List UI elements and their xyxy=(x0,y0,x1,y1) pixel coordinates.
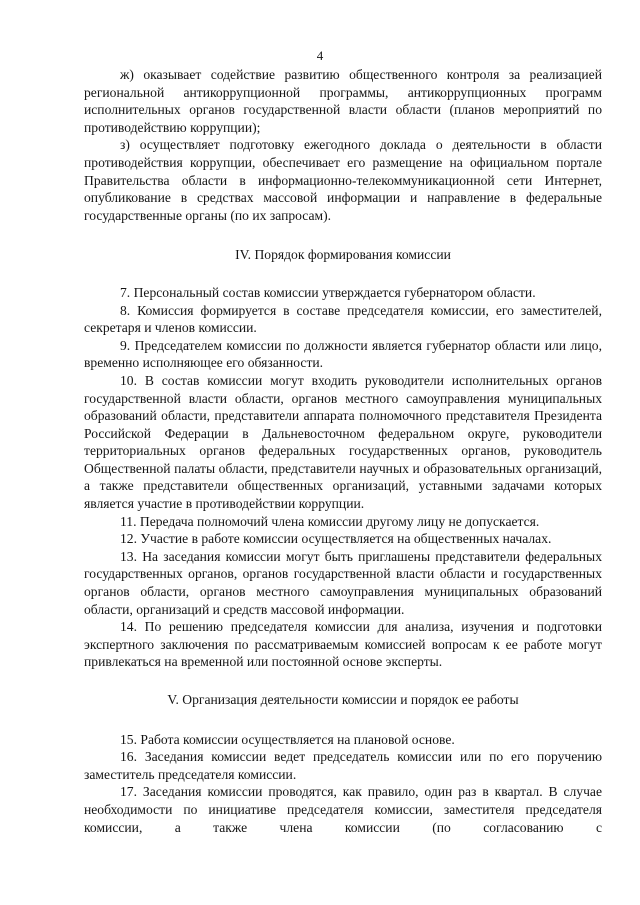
paragraph-14: 14. По решению председателя комиссии для анализа, изучения и подготовки экспертного заключения по рассматриваемым комиссией вопросам к ее работе могут привлекаться на временной или постоянной основе эксперты. xyxy=(84,619,602,670)
paragraph-15: 15. Работа комиссии осуществляется на плановой основе. xyxy=(120,731,455,747)
paragraph-zh: ж) оказывает содействие развитию общественного контроля за реализацией региональной антикоррупционной программы, антикоррупционных программ исполнительных органов государственной власти области (планов мероприятий по противодействию коррупции); xyxy=(84,67,602,135)
paragraph-7: 7. Персональный состав комиссии утверждается губернатором области. xyxy=(120,284,536,300)
paragraph-13: 13. На заседания комиссии могут быть приглашены представители федеральных государственных органов, органов государственной власти области и государственных органов области, органов местного самоуправления муниципальных образований области, организаций и средств массовой информации. xyxy=(84,548,602,617)
paragraph-17: 17. Заседания комиссии проводятся, как правило, один раз в квартал. В случае необходимости по инициативе председателя комиссии, заместителя председателя комиссии, а также члена комиссии (по согласованию с xyxy=(84,784,602,835)
paragraph-11: 11. Передача полномочий члена комиссии другому лицу не допускается. xyxy=(120,513,540,529)
document-body xyxy=(84,66,602,836)
paragraph-12: 12. Участие в работе комиссии осуществляется на общественных началах. xyxy=(120,531,552,547)
section-4-heading: IV. Порядок формирования комиссии xyxy=(235,247,451,263)
paragraph-8: 8. Комиссия формируется в составе председателя комиссии, его заместителей, секретаря и членов комиссии. xyxy=(84,302,602,336)
paragraph-16: 16. Заседания комиссии ведет председатель комиссии или по его поручению заместитель председателя комиссии. xyxy=(84,749,602,782)
paragraph-9: 9. Председателем комиссии по должности является губернатор области или лицо, временно исполняющее его обязанности. xyxy=(84,337,602,371)
section-5-heading: V. Организация деятельности комиссии и порядок ее работы xyxy=(167,692,519,707)
paragraph-z: з) осуществляет подготовку ежегодного доклада о деятельности в области противодействия коррупции, обеспечивает его размещение на официальном портале Правительства области в информационно-телекоммуникационной сети Интернет, опубликование в средствах массовой информации и направление в федеральные государственные органы (по их запросам). xyxy=(84,137,602,223)
page-number: 4 xyxy=(316,48,324,63)
paragraph-10: 10. В состав комиссии могут входить руководители исполнительных органов государственной власти области, органов местного самоуправления муниципальных образований области, представители аппарата полномочного представителя Президента Российской Федерации в Дальневосточном федеральном округе, руководители территориальных органов федеральных государственных органов, руководитель Общественной палаты области, представители научных и образовательных организаций, а также представители общественных организаций, уставными задачами которых является участие в противодействии коррупции. xyxy=(84,372,602,512)
